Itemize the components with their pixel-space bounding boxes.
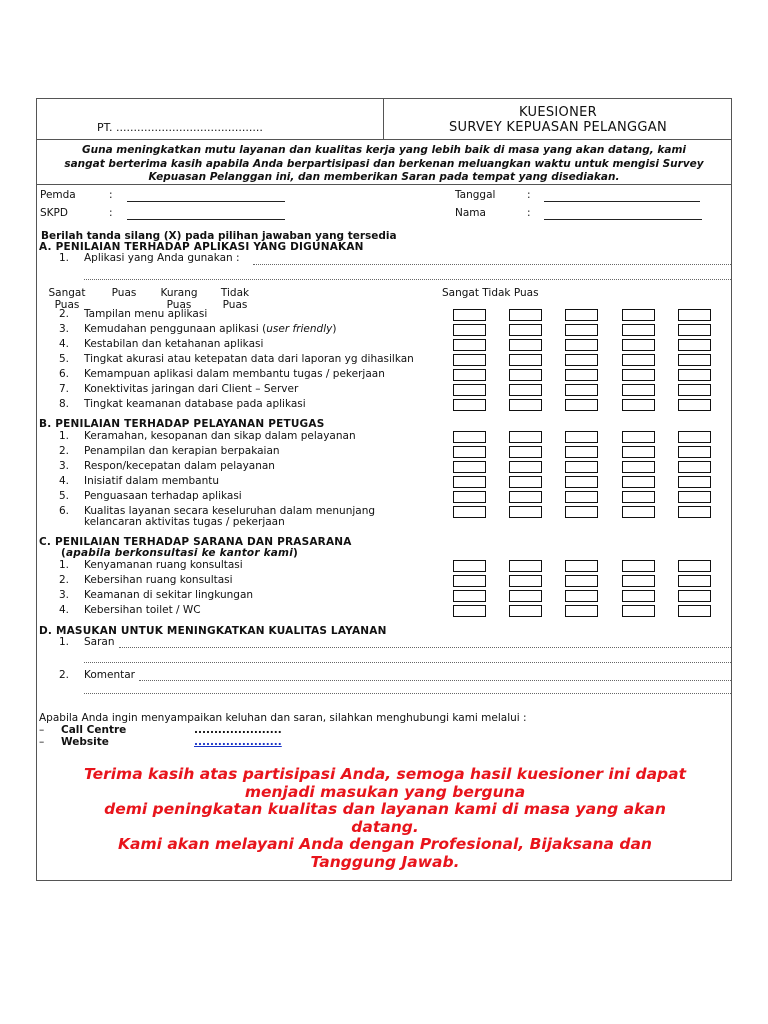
item-number: 2. (59, 445, 70, 457)
rating-checkbox[interactable] (453, 605, 486, 617)
rating-checkbox[interactable] (565, 369, 598, 381)
rating-checkbox[interactable] (453, 446, 486, 458)
section-c-subtitle: (apabila berkonsultasi ke kantor kami) (61, 547, 298, 559)
tanggal-input-line[interactable] (544, 201, 700, 202)
question-label: Kebersihan ruang konsultasi (84, 574, 233, 586)
rating-checkbox[interactable] (678, 354, 711, 366)
rating-checkbox[interactable] (509, 399, 542, 411)
saran-num: 1. (59, 636, 70, 648)
rating-checkbox[interactable] (509, 491, 542, 503)
rating-checkbox[interactable] (453, 491, 486, 503)
rating-checkbox[interactable] (453, 354, 486, 366)
question-label: Tingkat akurasi atau ketepatan data dari laporan yg dihasilkan (84, 353, 414, 365)
rating-checkbox[interactable] (509, 339, 542, 351)
item-number: 4. (59, 604, 70, 616)
item-number: 3. (59, 323, 70, 335)
company-name-field[interactable]: PT. .......................................... (97, 121, 263, 134)
dash-bullet: – (39, 724, 45, 736)
rating-checkbox[interactable] (678, 339, 711, 351)
call-centre-value: ...................... (194, 724, 282, 736)
closing-line: demi peningkatan kualitas dan layanan kami di masa yang akan datang. (104, 800, 666, 836)
section-a-q1-label: Aplikasi yang Anda gunakan : (84, 252, 240, 264)
rating-checkbox[interactable] (565, 506, 598, 518)
question-label: Respon/kecepatan dalam pelayanan (84, 460, 275, 472)
q1-answer-line[interactable] (253, 264, 731, 265)
item-number: 3. (59, 460, 70, 472)
item-number: 7. (59, 383, 70, 395)
section-b-title: B. PENILAIAN TERHADAP PELAYANAN PETUGAS (39, 418, 325, 430)
saran-input-line[interactable] (119, 647, 731, 648)
rating-checkbox[interactable] (565, 605, 598, 617)
rating-checkbox[interactable] (622, 491, 655, 503)
rating-checkbox[interactable] (622, 560, 655, 572)
rating-checkbox[interactable] (509, 461, 542, 473)
rating-checkbox[interactable] (678, 491, 711, 503)
item-number: 1. (59, 430, 70, 442)
scale-sangat-puas: Sangat Puas (48, 287, 86, 311)
rating-checkbox[interactable] (622, 399, 655, 411)
rating-checkbox[interactable] (565, 575, 598, 587)
nama-label: Nama (455, 207, 486, 219)
rating-checkbox[interactable] (565, 324, 598, 336)
rating-checkbox[interactable] (622, 369, 655, 381)
section-d-title: D. MASUKAN UNTUK MENINGKATKAN KUALITAS LAYANAN (39, 625, 387, 637)
form-title: KUESIONER (519, 105, 597, 120)
skpd-label: SKPD (40, 207, 68, 219)
question-label: Kebersihan toilet / WC (84, 604, 201, 616)
rating-checkbox[interactable] (509, 384, 542, 396)
question-label: Kemudahan penggunaan aplikasi (user friendly) (84, 323, 337, 335)
rating-checkbox[interactable] (565, 309, 598, 321)
intro-rule (37, 184, 731, 185)
komentar-label: Komentar (84, 669, 135, 681)
question-label: Inisiatif dalam membantu (84, 475, 220, 487)
rating-checkbox[interactable] (453, 369, 486, 381)
scale-kurang-puas: Kurang Puas (160, 287, 198, 311)
section-c-title: C. PENILAIAN TERHADAP SARANA DAN PRASARANA (39, 536, 352, 548)
skpd-input-line[interactable] (127, 219, 285, 220)
rating-checkbox[interactable] (678, 431, 711, 443)
rating-checkbox[interactable] (622, 461, 655, 473)
question-label: Kualitas layanan secara keseluruhan dalam menunjang (84, 505, 376, 517)
nama-colon: : (527, 207, 531, 219)
rating-checkbox[interactable] (678, 369, 711, 381)
contact-intro: Apabila Anda ingin menyampaikan keluhan dan saran, silahkan menghubungi kami melalui : (39, 712, 527, 724)
item-number: 2. (59, 308, 70, 320)
rating-checkbox[interactable] (622, 590, 655, 602)
rating-checkbox[interactable] (509, 369, 542, 381)
rating-checkbox[interactable] (622, 575, 655, 587)
komentar-input-line[interactable] (139, 680, 731, 681)
item-number: 5. (59, 490, 70, 502)
rating-checkbox[interactable] (678, 384, 711, 396)
rating-checkbox[interactable] (678, 461, 711, 473)
item-number: 1. (59, 559, 70, 571)
rating-checkbox[interactable] (678, 506, 711, 518)
rating-checkbox[interactable] (509, 605, 542, 617)
rating-checkbox[interactable] (565, 446, 598, 458)
q1-answer-line-2[interactable] (84, 279, 731, 280)
question-label: Penampilan dan kerapian berpakaian (84, 445, 280, 457)
item-number: 2. (59, 574, 70, 586)
saran-label: Saran (84, 636, 115, 648)
questionnaire-form (36, 98, 732, 881)
rating-checkbox[interactable] (565, 354, 598, 366)
rating-checkbox[interactable] (565, 491, 598, 503)
header-rule (37, 139, 731, 140)
item-number: 5. (59, 353, 70, 365)
rating-checkbox[interactable] (453, 309, 486, 321)
rating-checkbox[interactable] (509, 560, 542, 572)
rating-checkbox[interactable] (565, 399, 598, 411)
rating-checkbox[interactable] (509, 354, 542, 366)
closing-line: Kami akan melayani Anda dengan Profesional, Bijaksana dan Tanggung Jawab. (118, 835, 652, 871)
rating-checkbox[interactable] (453, 339, 486, 351)
rating-checkbox[interactable] (509, 324, 542, 336)
pemda-input-line[interactable] (127, 201, 285, 202)
rating-checkbox[interactable] (453, 560, 486, 572)
rating-checkbox[interactable] (453, 575, 486, 587)
question-label: Kenyamanan ruang konsultasi (84, 559, 243, 571)
rating-checkbox[interactable] (565, 384, 598, 396)
question-label: Tampilan menu aplikasi (84, 308, 208, 320)
item-number: 6. (59, 368, 70, 380)
rating-checkbox[interactable] (622, 605, 655, 617)
rating-checkbox[interactable] (509, 506, 542, 518)
question-label: Konektivitas jaringan dari Client – Server (84, 383, 299, 395)
intro-text (41, 144, 727, 185)
closing-message (37, 766, 733, 871)
rating-checkbox[interactable] (565, 590, 598, 602)
tanggal-colon: : (527, 189, 531, 201)
rating-checkbox[interactable] (622, 431, 655, 443)
rating-checkbox[interactable] (453, 324, 486, 336)
rating-checkbox[interactable] (622, 339, 655, 351)
question-label: Kestabilan dan ketahanan aplikasi (84, 338, 264, 350)
rating-checkbox[interactable] (622, 324, 655, 336)
komentar-num: 2. (59, 669, 70, 681)
rating-checkbox[interactable] (622, 506, 655, 518)
item-number: 4. (59, 338, 70, 350)
rating-checkbox[interactable] (565, 339, 598, 351)
pemda-colon: : (109, 189, 113, 201)
intro-line: sangat berterima kasih apabila Anda berpartisipasi dan berkenan meluangkan waktu untuk mengisi Survey (64, 157, 704, 170)
rating-checkbox[interactable] (453, 461, 486, 473)
rating-checkbox[interactable] (453, 590, 486, 602)
rating-checkbox[interactable] (565, 461, 598, 473)
item-number: 4. (59, 475, 70, 487)
skpd-colon: : (109, 207, 113, 219)
rating-checkbox[interactable] (622, 354, 655, 366)
rating-checkbox[interactable] (565, 476, 598, 488)
rating-checkbox[interactable] (678, 309, 711, 321)
question-label: Keamanan di sekitar lingkungan (84, 589, 254, 601)
question-label-continued: kelancaran aktivitas tugas / pekerjaan (84, 516, 285, 528)
rating-checkbox[interactable] (509, 446, 542, 458)
intro-line: Guna meningkatkan mutu layanan dan kualitas kerja yang lebih baik di masa yang akan datang, kami (82, 144, 686, 156)
rating-checkbox[interactable] (453, 399, 486, 411)
rating-checkbox[interactable] (678, 575, 711, 587)
rating-checkbox[interactable] (509, 431, 542, 443)
scale-puas: Puas (111, 287, 137, 299)
question-label: Tingkat keamanan database pada aplikasi (84, 398, 306, 410)
rating-checkbox[interactable] (678, 476, 711, 488)
rating-checkbox[interactable] (678, 446, 711, 458)
section-a-title: A. PENILAIAN TERHADAP APLIKASI YANG DIGUNAKAN (39, 241, 364, 253)
rating-checkbox[interactable] (509, 590, 542, 602)
rating-checkbox[interactable] (509, 575, 542, 587)
rating-checkbox[interactable] (509, 476, 542, 488)
scale-sangat-tidak-puas: Sangat Tidak Puas (442, 287, 539, 299)
rating-checkbox[interactable] (565, 560, 598, 572)
tanggal-label: Tanggal (455, 189, 496, 201)
rating-checkbox[interactable] (453, 476, 486, 488)
rating-checkbox[interactable] (678, 399, 711, 411)
rating-checkbox[interactable] (453, 431, 486, 443)
saran-input-line-2[interactable] (84, 662, 731, 663)
website-label: Website (61, 736, 109, 748)
closing-line: Terima kasih atas partisipasi Anda, semoga hasil kuesioner ini dapat menjadi masukan yang berguna (84, 765, 686, 801)
rating-checkbox[interactable] (453, 384, 486, 396)
item-number: 6. (59, 505, 70, 517)
rating-checkbox[interactable] (678, 605, 711, 617)
question-label: Keramahan, kesopanan dan sikap dalam pelayanan (84, 430, 356, 442)
website-link[interactable]: ...................... (194, 736, 282, 748)
rating-checkbox[interactable] (678, 590, 711, 602)
rating-checkbox[interactable] (622, 476, 655, 488)
item-number: 3. (59, 589, 70, 601)
rating-checkbox[interactable] (622, 309, 655, 321)
instruction-text: Berilah tanda silang (X) pada pilihan jawaban yang tersedia (41, 230, 397, 242)
rating-checkbox[interactable] (622, 384, 655, 396)
section-a-q1-num: 1. (59, 252, 70, 264)
rating-checkbox[interactable] (622, 446, 655, 458)
call-centre-label: Call Centre (61, 724, 127, 736)
question-label: Penguasaan terhadap aplikasi (84, 490, 242, 502)
rating-checkbox[interactable] (565, 431, 598, 443)
scale-tidak-puas: Tidak Puas (220, 287, 250, 311)
item-number: 8. (59, 398, 70, 410)
pemda-label: Pemda (40, 189, 76, 201)
form-subtitle: SURVEY KEPUASAN PELANGGAN (449, 120, 667, 135)
intro-line: Kepuasan Pelanggan ini, dan memberikan Saran pada tempat yang disediakan. (148, 171, 620, 183)
rating-checkbox[interactable] (453, 506, 486, 518)
rating-checkbox[interactable] (678, 324, 711, 336)
komentar-input-line-2[interactable] (84, 693, 731, 694)
rating-checkbox[interactable] (509, 309, 542, 321)
dash-bullet: – (39, 736, 45, 748)
nama-input-line[interactable] (544, 219, 702, 220)
question-label: Kemampuan aplikasi dalam membantu tugas / pekerjaan (84, 368, 385, 380)
rating-checkbox[interactable] (678, 560, 711, 572)
